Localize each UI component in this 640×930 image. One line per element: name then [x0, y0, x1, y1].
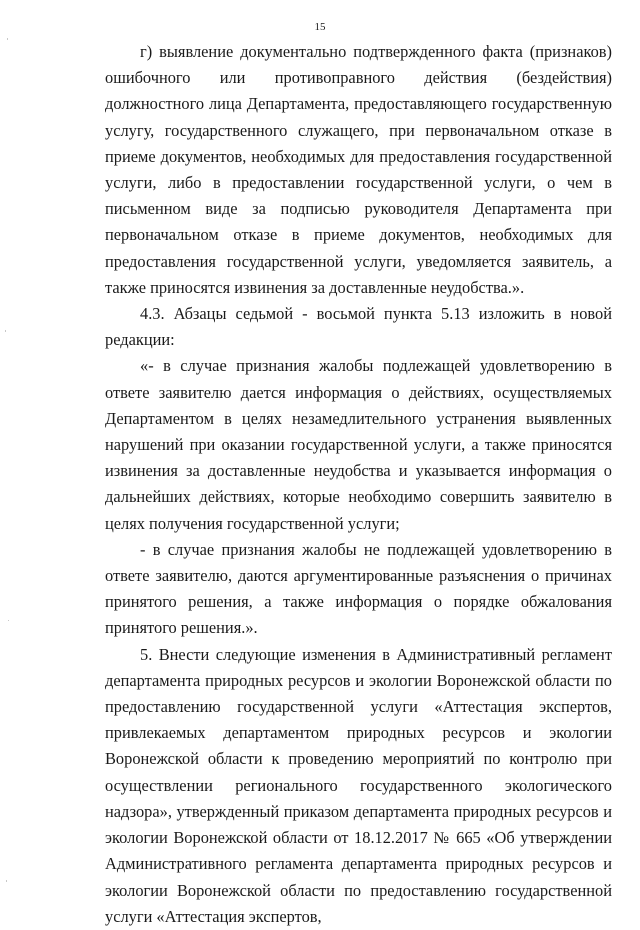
- scan-margin-mark: [7, 38, 8, 40]
- document-body: [105, 39, 612, 930]
- scan-margin-mark: [8, 620, 9, 621]
- paragraph-complaint-satisfied: «- в случае признания жалобы подлежащей удовлетворению в ответе заявителю дается информация о действиях, осуществляемых Департаментом в целях незамедлительного устранения выявленных нарушений при оказании государственной услуги, а также приносятся извинения за доставленные неудобства и указывается информация о дальнейших действиях, которые необходимо совершить заявителю в целях получения государственной услуги;: [105, 356, 612, 533]
- scan-margin-mark: [5, 330, 6, 332]
- paragraph-item-g: г) выявление документально подтвержденного факта (признаков) ошибочного или противоправного действия (бездействия) должностного лица Департамента, предоставляющего государственную услугу, государственного служащего, при первоначальном отказе в приеме документов, необходимых для предоставления государственной услуги, либо в предоставлении государственной услуги, о чем в письменном виде за подписью руководителя Департамента при первоначальном отказе в приеме документов, необходимых для предоставления государственной услуги, уведомляется заявитель, а также приносятся извинения за доставленные неудобства.».: [105, 42, 612, 297]
- scan-margin-mark: [6, 880, 7, 882]
- paragraph-amendment-4-3: 4.3. Абзацы седьмой - восьмой пункта 5.13 изложить в новой редакции:: [105, 304, 612, 350]
- paragraph-complaint-rejected: - в случае признания жалобы не подлежащей удовлетворению в ответе заявителю, даются аргументированные разъяснения о причинах принятого решения, а также информация о порядке обжалования принятого решения.».: [105, 539, 612, 638]
- paragraph-amendment-5: 5. Внести следующие изменения в Административный регламент департамента природных ресурсов и экологии Воронежской области по предоставлению государственной услуги «Аттестация экспертов, привлекаемых департаментом природных ресурсов и экологии Воронежской области к проведению мероприятий по контролю при осуществлении регионального государственного экологического надзора», утвержденный приказом департамента природных ресурсов и экологии Воронежской области от 18.12.2017 № 665 «Об утверждении Административного регламента департамента природных ресурсов и экологии Воронежской области по предоставлению государственной услуги «Аттестация экспертов,: [105, 644, 612, 926]
- page-number: 15: [314, 21, 326, 33]
